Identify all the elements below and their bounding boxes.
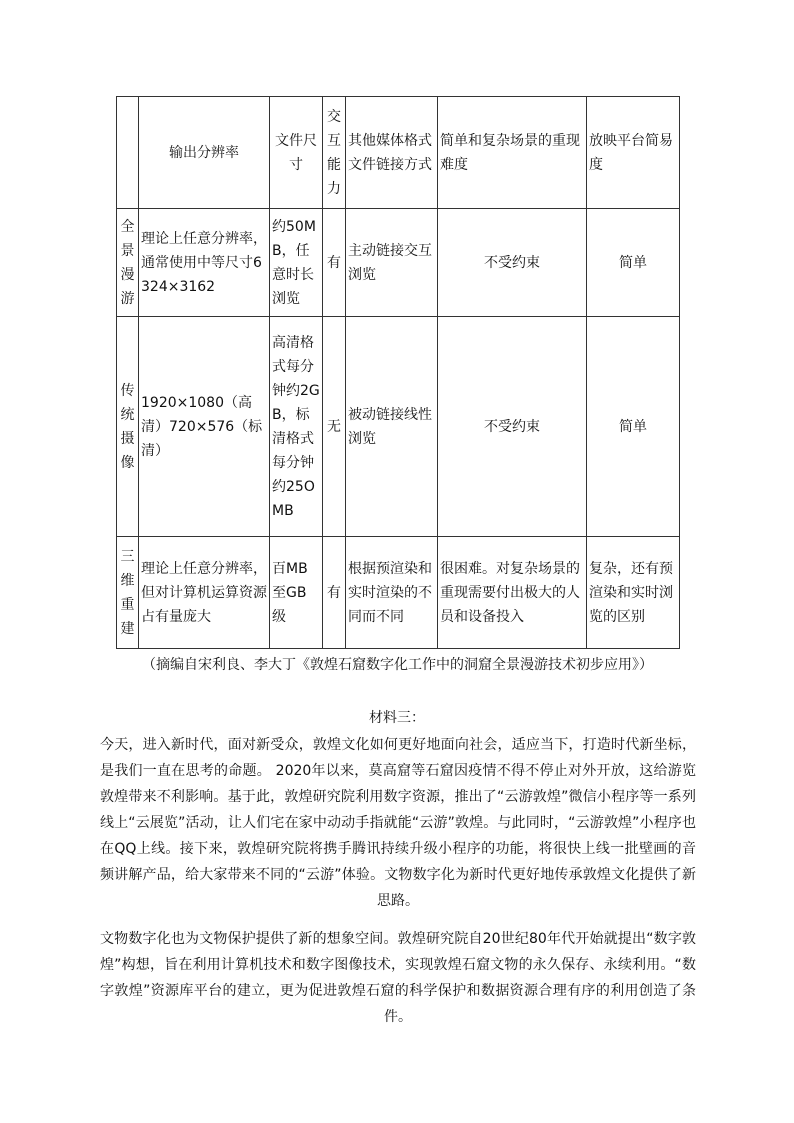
table-row [117,537,680,649]
table-cell: 不受约束 [438,317,587,537]
table-cell: 百MB至GB级 [270,537,323,649]
header-cell-platform: 放映平台简易度 [587,97,680,209]
paragraph: 今天，进入新时代，面对新受众，敦煌文化如何更好地面向社会，适应当下，打造时代新坐标，是我们一直在思考的命题。 2020年以来，莫高窟等石窟因疫情不得不停止对外开放，这给游览敦煌带来不利影响。基于此，敦煌研究院利用数字资源，推出了“云游敦煌”微信小程序等一系列线上“云展览”活动，让人们宅在家中动动手指就能“云游”敦煌。与此同时，“云游敦煌”小程序也在QQ上线。接下来，敦煌研究院将携手腾讯持续升级小程序的功能，将很快上线一批壁画的音频讲解产品，给大家带来不同的“云游”体验。文物数字化为新时代更好地传承敦煌文化提供了新思路。 [100,737,696,909]
table-cell: 很困难。对复杂场景的重现需要付出极大的人员和设备投入 [438,537,587,649]
table-row [117,317,680,537]
table-cell: 不受约束 [438,209,587,317]
table-cell: 根据预渲染和实时渲染的不同而不同 [346,537,438,649]
header-cell-link-method: 其他媒体格式文件链接方式 [346,97,438,209]
table-cell: 主动链接交互浏览 [346,209,438,317]
table-cell: 简单 [587,209,680,317]
header-cell-difficulty: 简单和复杂场景的重现难度 [438,97,587,209]
row-label: 三维重建 [117,537,139,649]
table-cell: 1920×1080（高清）720×576（标清） [139,317,270,537]
table-cell: 简单 [587,317,680,537]
table-cell: 有 [323,209,346,317]
table-cell: 理论上任意分辨率，但对计算机运算资源占有量庞大 [139,537,270,649]
table-cell: 复杂，还有预渲染和实时浏览的区别 [587,537,680,649]
paragraph: 文物数字化也为文物保护提供了新的想象空间。敦煌研究院自20世纪80年代开始就提出“数字敦煌”构想，旨在利用计算机技术和数字图像技术，实现敦煌石窟文物的永久保存、永续利用。“数字敦煌”资源库平台的建立，更为促进敦煌石窟的科学保护和数据资源合理有序的利用创造了条件。 [100,931,696,1025]
table-cell: 有 [323,537,346,649]
header-cell-resolution: 输出分辨率 [139,97,270,209]
table-cell: 高清格式每分钟约2GB，标清格式每分钟约25OMB [270,317,323,537]
header-cell-file-size: 文件尺寸 [270,97,323,209]
header-cell-blank [117,97,139,209]
table-cell: 无 [323,317,346,537]
section-title: 材料三： [369,710,425,726]
header-cell-interactivity: 交互能力 [323,97,346,209]
table-row [117,209,680,317]
table-header-row [117,97,680,209]
table-caption: （摘编自宋利良、李大丁《敦煌石窟数字化工作中的洞窟全景漫游技术初步应用》） [142,657,653,673]
table-cell: 约50MB，任意时长浏览 [270,209,323,317]
table-cell: 被动链接线性浏览 [346,317,438,537]
table-cell: 理论上任意分辨率，通常使用中等尺寸6324×3162 [139,209,270,317]
comparison-table [116,96,680,649]
row-label: 传统摄像 [117,317,139,537]
row-label: 全景漫游 [117,209,139,317]
